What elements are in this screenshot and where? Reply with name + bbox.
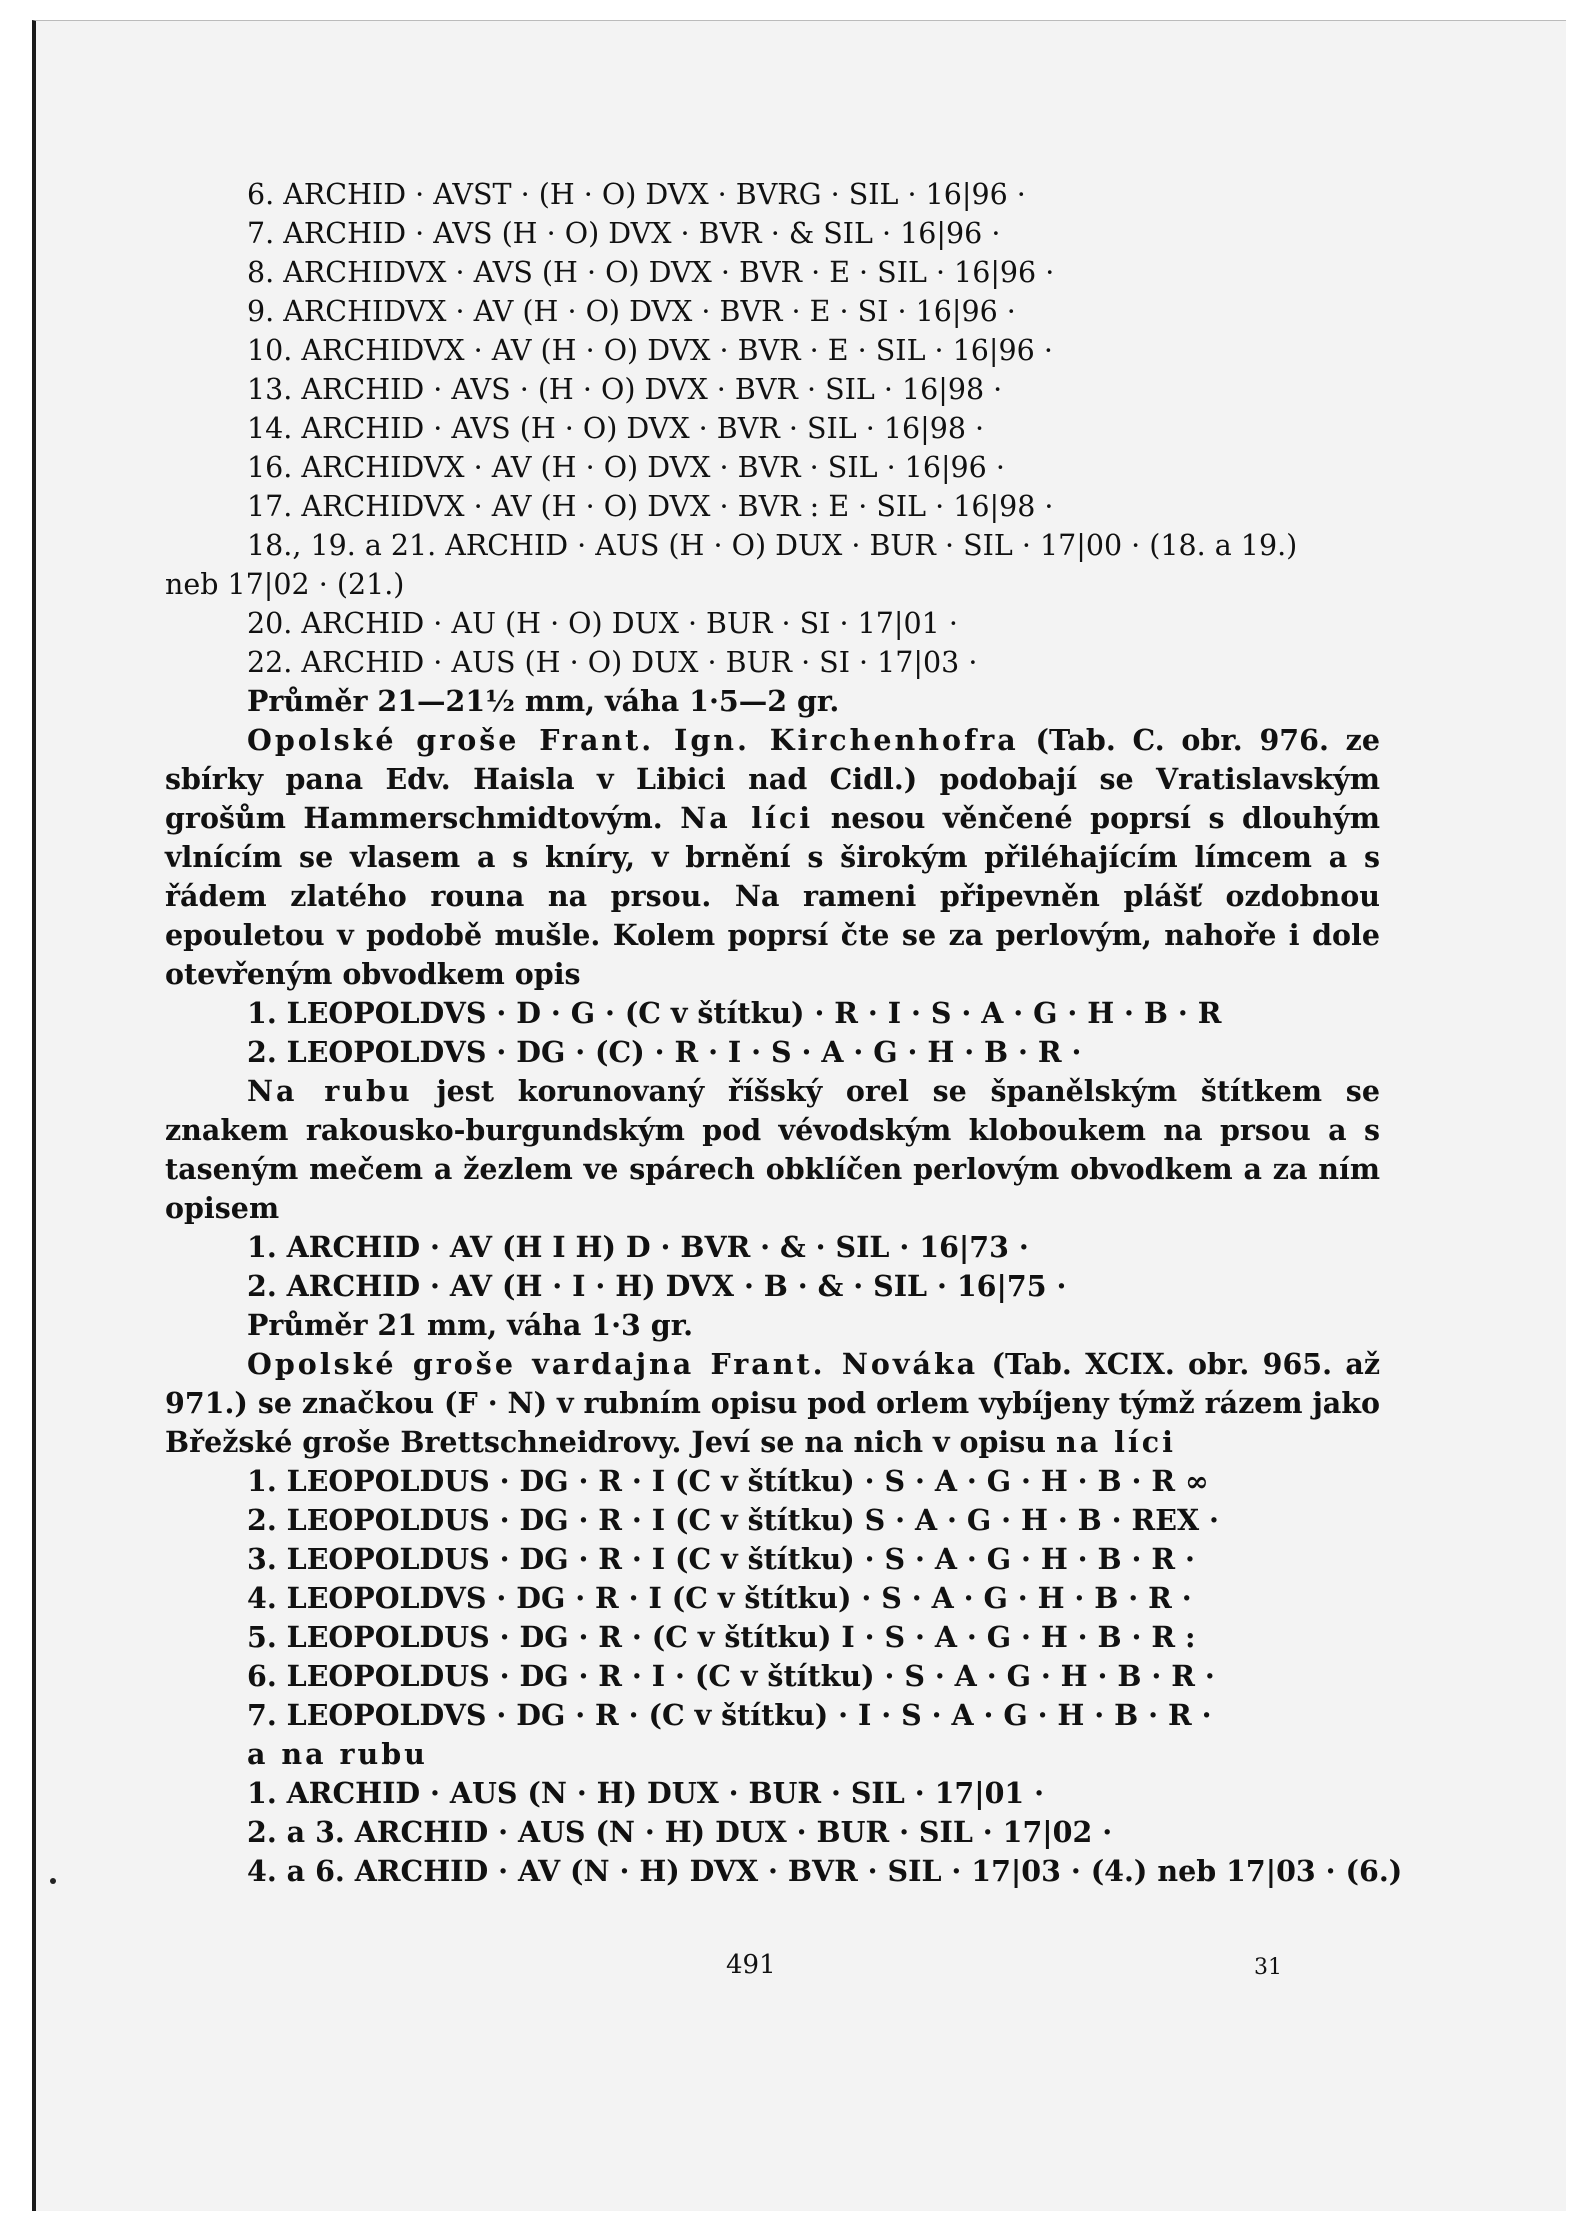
list-item: 22. ARCHID · AUS (H · O) DUX · BUR · SI · 17|03 · [247,646,978,679]
paragraph-label: Na rubu [247,1074,413,1108]
list-item: 14. ARCHID · AVS (H · O) DVX · BVR · SIL · 16|98 · [247,412,985,445]
list-item: 4. LEOPOLDVS · DG · R · I (C v štítku) · S · A · G · H · B · R · [247,1581,1192,1615]
list-item: 4. a 6. ARCHID · AV (N · H) DVX · BVR · SIL · 17|03 · (4.) neb 17|03 · (6.) [247,1854,1403,1888]
list-item: 9. ARCHIDVX · AV (H · O) DVX · BVR · E · SI · 16|96 · [247,295,1016,328]
list-item: 2. a 3. ARCHID · AUS (N · H) DUX · BUR · SIL · 17|02 · [247,1815,1113,1849]
list-item: 16. ARCHIDVX · AV (H · O) DVX · BVR · SIL · 16|96 · [247,451,1005,484]
list-item: 3. LEOPOLDUS · DG · R · I (C v štítku) · S · A · G · H · B · R · [247,1542,1195,1576]
list-item: 1. ARCHID · AV (H I H) D · BVR · & · SIL · 16|73 · [247,1230,1029,1264]
list-item: 7. LEOPOLDVS · DG · R · (C v štítku) · I · S · A · G · H · B · R · [247,1698,1212,1732]
paragraph-reverse [165,1072,1380,1228]
list-item: 13. ARCHID · AVS · (H · O) DVX · BVR · SIL · 16|98 · [247,373,1003,406]
diameter-note-2: Průměr 21 mm, váha 1·3 gr. [247,1308,694,1342]
paragraph-novak [165,1345,1380,1462]
list-item: 2. LEOPOLDVS · DG · (C) · R · I · S · A · G · H · B · R · [247,1035,1082,1069]
paragraph-heading: Opolské groše vardajna Frant. Nováka [247,1347,979,1381]
list-item: 17. ARCHIDVX · AV (H · O) DVX · BVR : E · SIL · 16|98 · [247,490,1054,523]
speck [50,1878,56,1884]
list-item: 6. ARCHID · AVST · (H · O) DVX · BVRG · SIL · 16|96 · [247,178,1026,211]
diameter-note-1: Průměr 21—21½ mm, váha 1·5—2 gr. [247,684,840,718]
list-item: 6. LEOPOLDUS · DG · R · I · (C v štítku) · S · A · G · H · B · R · [247,1659,1215,1693]
paragraph-text: (Tab. XCIX. obr. 965. až 971.) se značkou (F · N) v rubním opisu pod orlem vybíjeny týmž rázem jako Břežské groše Brettschneidrovy. Jeví se na nich v opisu [165,1347,1380,1459]
list-item: 2. ARCHID · AV (H · I · H) DVX · B · & · SIL · 16|75 · [247,1269,1067,1303]
list-item: 1. LEOPOLDVS · D · G · (C v štítku) · R · I · S · A · G · H · B · R [247,996,1222,1030]
signature-mark: 31 [1254,1955,1282,1980]
paragraph-label: Na líci [680,801,814,835]
list-1 [165,175,1380,526]
page-number: 491 [726,1950,776,1980]
paragraph-kirchenhofer [165,721,1380,994]
paragraph-label: na líci [1055,1425,1176,1459]
paragraph-text: nesou věnčené poprsí s dlouhým vlnícím se vlasem a s kníry, v brnění s širokým přiléhajícím límcem a s řádem zlatého rouna na prsou. Na rameni připevněn plášť ozdobnou epouletou v podobě mušle. Kolem poprsí čte se za perlovým, nahoře i dole otevřeným obvodkem opis [165,801,1380,991]
list-item: 2. LEOPOLDUS · DG · R · I (C v štítku) S · A · G · H · B · REX · [247,1503,1219,1537]
list-item: 20. ARCHID · AU (H · O) DUX · BUR · SI · 17|01 · [247,607,958,640]
reverse-label: a na rubu [247,1737,428,1771]
list-item: 1. ARCHID · AUS (N · H) DUX · BUR · SIL · 17|01 · [247,1776,1045,1810]
paragraph-text: (Tab. C. obr. 976. ze sbírky pana Edv. Haisla v Libici nad Cidl.) podobají se Vratislavským grošům Hammerschmidtovým. [165,723,1380,835]
list-item: 1. LEOPOLDUS · DG · R · I (C v štítku) · S · A · G · H · B · R ∞ [247,1464,1209,1498]
list-item-18-line2: neb 17|02 · (21.) [165,568,405,601]
list-item-18-line1: 18., 19. a 21. ARCHID · AUS (H · O) DUX · BUR · SIL · 17|00 · (18. a 19.) [247,529,1298,562]
list-item: 7. ARCHID · AVS (H · O) DVX · BVR · & SIL · 16|96 · [247,217,1001,250]
paragraph-heading: Opolské groše Frant. Ign. Kirchenhofra [247,723,1019,757]
page-body [165,175,1403,1891]
paragraph-text: jest korunovaný říšský orel se španělským štítkem se znakem rakousko-burgundským pod vévodským kloboukem na prsou a s taseným mečem a žezlem ve spárech obklíčen perlovým obvodkem a za ním opisem [165,1074,1380,1225]
list-item: 5. LEOPOLDUS · DG · R · (C v štítku) I · S · A · G · H · B · R : [247,1620,1196,1654]
list-item: 10. ARCHIDVX · AV (H · O) DVX · BVR · E · SIL · 16|96 · [247,334,1053,367]
list-item: 8. ARCHIDVX · AVS (H · O) DVX · BVR · E · SIL · 16|96 · [247,256,1055,289]
